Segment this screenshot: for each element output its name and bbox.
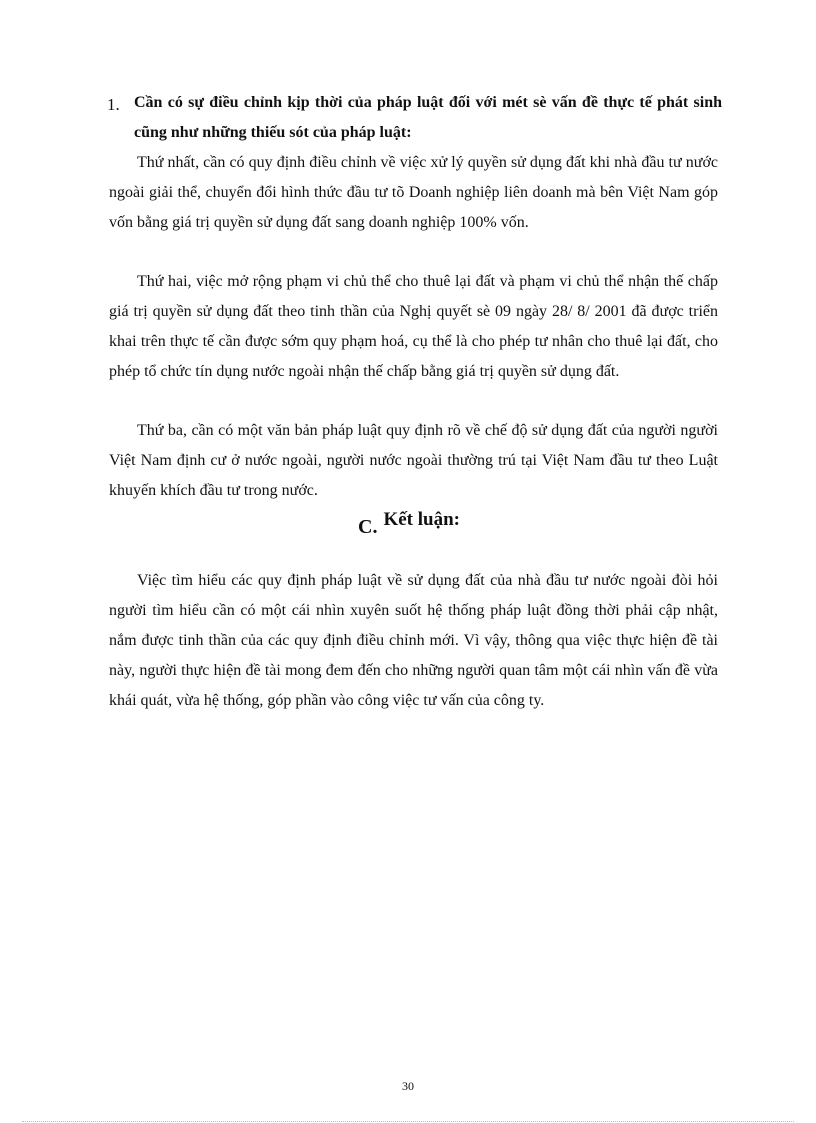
section-c-letter: C.: [358, 516, 378, 538]
conclusion-paragraph: Việc tìm hiểu các quy định pháp luật về sử dụng đất của nhà đầu tư nước ngoài đòi hỏi người tìm hiểu cần có một cái nhìn xuyên suốt hệ thống pháp luật đồng thời phải cập nhật, nắm được tinh thần của các quy định điều chỉnh mới. Vì vậy, thông qua việc thực hiện đề tài này, người thực hiện đề tài mong đem đến cho những người quan tâm một cái nhìn vấn đề vừa khái quát, vừa hệ thống, góp phần vào công việc tư vấn của công ty.: [109, 572, 718, 709]
footer-divider: [22, 1121, 794, 1122]
paragraph-first: Thứ nhất, cần có quy định điều chỉnh về việc xử lý quyền sử dụng đất khi nhà đầu tư nước ngoài giải thể, chuyển đổi hình thức đầu tư tõ Doanh nghiệp liên doanh mà bên Việt Nam góp vốn bằng giá trị quyền sử dụng đất sang doanh nghiệp 100% vốn.: [109, 154, 718, 231]
section-1-number: 1.: [107, 95, 120, 114]
section-1-title: Cần có sự điều chỉnh kịp thời của pháp luật đối với mét sè vấn đề thực tế phát sinh cũng như những thiếu sót của pháp luật:: [134, 94, 722, 141]
page-number: 30: [402, 1079, 414, 1093]
section-c-title: Kết luận:: [383, 509, 460, 530]
paragraph-third: Thứ ba, cần có một văn bản pháp luật quy định rõ về chế độ sử dụng đất của người người Việt Nam định cư ở nước ngoài, người nước ngoài thường trú tại Việt Nam đầu tư theo Luật khuyến khích đầu tư trong nước.: [109, 422, 718, 499]
paragraph-second: Thứ hai, việc mở rộng phạm vi chủ thể cho thuê lại đất và phạm vi chủ thể nhận thế chấp giá trị quyền sử dụng đất theo tinh thần của Nghị quyết sè 09 ngày 28/ 8/ 2001 đã được triển khai trên thực tế cần được sớm quy phạm hoá, cụ thể là cho phép tư nhân cho thuê lại đất, cho phép tổ chức tín dụng nước ngoài nhận thế chấp bằng giá trị quyền sử dụng đất.: [109, 273, 718, 380]
section-1-heading: [107, 88, 722, 148]
section-c-heading: [358, 508, 460, 538]
